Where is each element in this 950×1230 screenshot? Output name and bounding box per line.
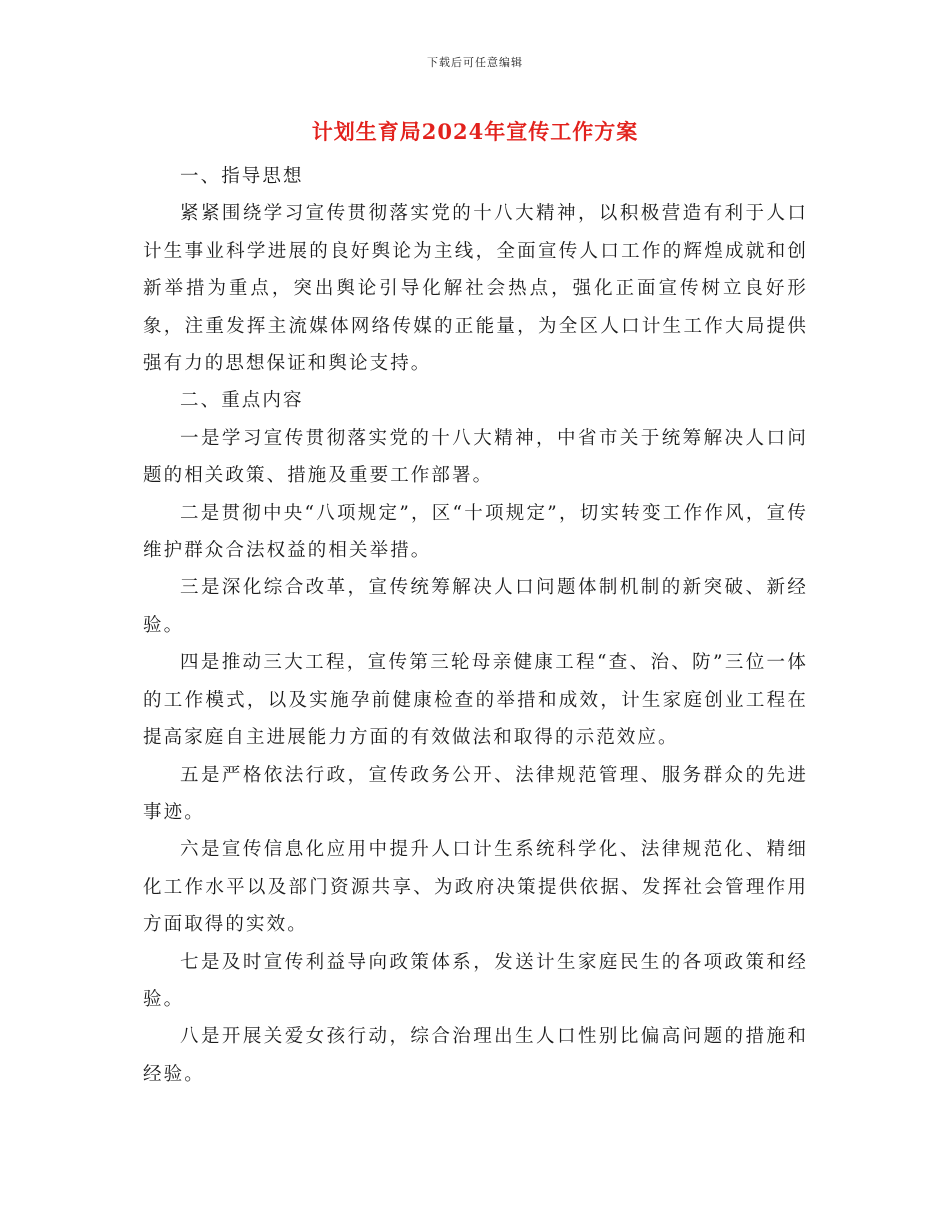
body-paragraph: 紧紧围绕学习宣传贯彻落实党的十八大精神，以积极营造有利于人口计生事业科学进展的良好舆论为主线，全面宣传人口工作的辉煌成就和创新举措为重点，突出舆论引导化解社会热点，强化正面宣传树立良好形象，注重发挥主流媒体网络传媒的正能量，为全区人口计生工作大局提供强有力的思想保证和舆论支持。 [143, 203, 808, 375]
body-paragraph: 七是及时宣传利益导向政策体系，发送计生家庭民生的各项政策和经验。 [143, 951, 808, 1010]
body-paragraph: 八是开展关爱女孩行动，综合治理出生人口性别比偏高问题的措施和经验。 [143, 1026, 808, 1085]
body-paragraph: 三是深化综合改革，宣传统筹解决人口问题体制机制的新突破、新经验。 [143, 577, 808, 636]
body-paragraph: 五是严格依法行政，宣传政务公开、法律规范管理、服务群众的先进事迹。 [143, 764, 808, 823]
document-title: 计划生育局2024年宣传工作方案 [311, 119, 639, 144]
body-paragraph: 二是贯彻中央“八项规定”，区“十项规定”，切实转变工作作风，宣传维护群众合法权益的相关举措。 [143, 502, 808, 562]
section-heading: 一、指导思想 [180, 166, 304, 187]
section-heading: 二、重点内容 [180, 390, 304, 412]
header-note: 下载后可任意编辑 [427, 56, 523, 69]
document-body [143, 158, 808, 1093]
body-paragraph: 四是推动三大工程，宣传第三轮母亲健康工程“查、治、防”三位一体的工作模式，以及实施孕前健康检查的举措和成效，计生家庭创业工程在提高家庭自主进展能力方面的有效做法和取得的示范效应。 [143, 652, 808, 749]
body-paragraph: 六是宣传信息化应用中提升人口计生系统科学化、法律规范化、精细化工作水平以及部门资源共享、为政府决策提供依据、发挥社会管理作用方面取得的实效。 [143, 839, 808, 936]
body-paragraph: 一是学习宣传贯彻落实党的十八大精神，中省市关于统筹解决人口问题的相关政策、措施及重要工作部署。 [143, 427, 808, 487]
